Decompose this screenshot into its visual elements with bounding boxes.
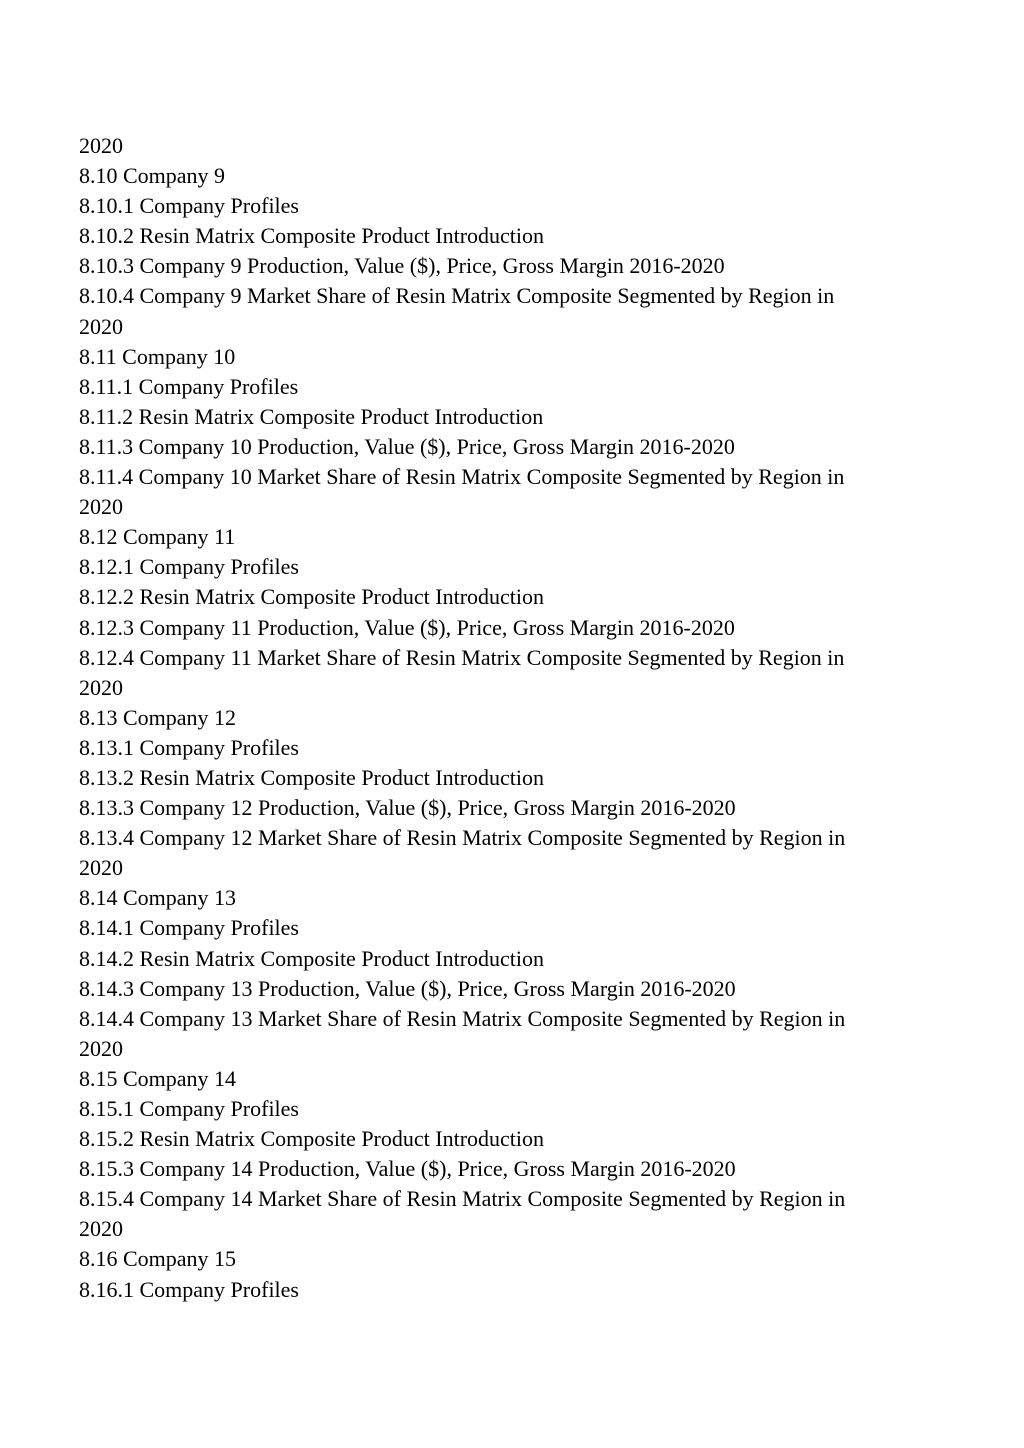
- toc-line: 2020: [79, 855, 123, 881]
- toc-line: 8.15.1 Company Profiles: [79, 1096, 299, 1121]
- toc-line: 2020: [79, 674, 123, 700]
- table-of-contents: [79, 131, 939, 1305]
- toc-section-heading: 8.11 Company 10: [79, 343, 236, 369]
- toc-line: 8.13.2 Resin Matrix Composite Product Introduction: [79, 764, 545, 790]
- toc-section-heading: 8.16 Company 15: [79, 1246, 237, 1272]
- toc-line: 8.14.2 Resin Matrix Composite Product Introduction: [79, 945, 545, 971]
- toc-line: 2020: [79, 1216, 123, 1242]
- toc-section-heading: 8.15 Company 14: [79, 1065, 237, 1091]
- toc-line: 8.13.1 Company Profiles: [79, 734, 299, 760]
- toc-line: 8.15.3 Company 14 Production, Value ($), Price, Gross Margin 2016-2020: [79, 1156, 736, 1182]
- toc-section-heading: 8.14 Company 13: [79, 885, 237, 911]
- toc-line: 2020: [79, 133, 123, 158]
- toc-line: 2020: [79, 1035, 123, 1061]
- toc-line: 8.11.1 Company Profiles: [79, 373, 299, 399]
- toc-line: 8.13.3 Company 12 Production, Value ($), Price, Gross Margin 2016-2020: [79, 795, 736, 821]
- toc-section-heading: 8.13 Company 12: [79, 704, 237, 730]
- toc-line: 8.11.3 Company 10 Production, Value ($), Price, Gross Margin 2016-2020: [79, 433, 735, 459]
- toc-line: 8.12.1 Company Profiles: [79, 554, 299, 580]
- toc-line: 8.12.4 Company 11 Market Share of Resin Matrix Composite Segmented by Region in: [79, 644, 845, 670]
- toc-line: 8.10.3 Company 9 Production, Value ($), Price, Gross Margin 2016-2020: [79, 253, 725, 279]
- toc-section-heading: 8.12 Company 11: [79, 524, 236, 550]
- toc-line: 8.14.4 Company 13 Market Share of Resin Matrix Composite Segmented by Region in: [79, 1005, 846, 1031]
- toc-line: 2020: [79, 494, 123, 520]
- toc-line: 8.11.2 Resin Matrix Composite Product Introduction: [79, 403, 544, 429]
- toc-line: 8.14.3 Company 13 Production, Value ($), Price, Gross Margin 2016-2020: [79, 975, 736, 1001]
- toc-line: 8.12.3 Company 11 Production, Value ($), Price, Gross Margin 2016-2020: [79, 614, 735, 640]
- toc-line: 8.10.2 Resin Matrix Composite Product Introduction: [79, 223, 545, 249]
- toc-line: 8.15.4 Company 14 Market Share of Resin Matrix Composite Segmented by Region in: [79, 1186, 846, 1212]
- toc-section-heading: 8.10 Company 9: [79, 163, 226, 189]
- toc-line: 2020: [79, 313, 123, 339]
- toc-line: 8.13.4 Company 12 Market Share of Resin Matrix Composite Segmented by Region in: [79, 825, 846, 851]
- toc-line: 8.10.1 Company Profiles: [79, 193, 299, 219]
- toc-line: 8.16.1 Company Profiles: [79, 1276, 299, 1302]
- toc-line: 8.12.2 Resin Matrix Composite Product Introduction: [79, 584, 545, 610]
- toc-line: 8.11.4 Company 10 Market Share of Resin Matrix Composite Segmented by Region in: [79, 464, 845, 490]
- toc-line: 8.10.4 Company 9 Market Share of Resin Matrix Composite Segmented by Region in: [79, 283, 835, 309]
- toc-line: 8.14.1 Company Profiles: [79, 915, 299, 941]
- toc-line: 8.15.2 Resin Matrix Composite Product Introduction: [79, 1126, 545, 1152]
